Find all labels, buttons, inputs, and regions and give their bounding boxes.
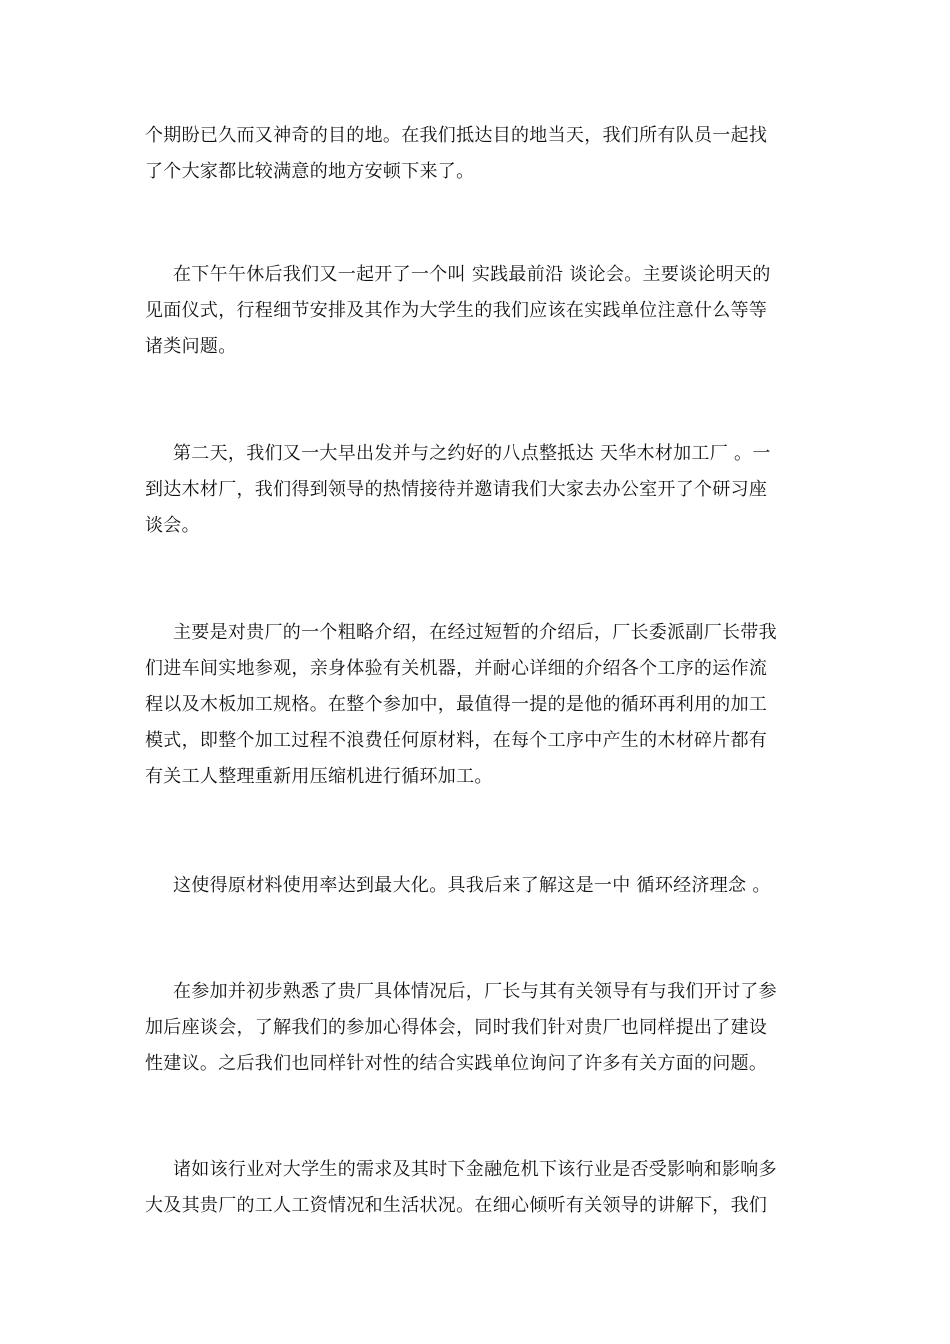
text-line: 性建议。之后我们也同样针对性的结合实践单位询问了许多有关方面的问题。 [145,1053,768,1074]
text-line: 了个大家都比较满意的地方安顿下来了。 [145,161,475,182]
text-line: 诸类问题。 [145,336,237,357]
text-line: 加后座谈会，了解我们的参加心得体会，同时我们针对贵厂也同样提出了建设 [145,1017,768,1038]
paragraph-2 [145,257,810,365]
text-line: 主要是对贵厂的一个粗略介绍，在经过短暂的介绍后，厂长委派副厂长带我 [173,622,777,643]
text-line: 在下午午休后我们又一起开了一个叫 实践最前沿 谈论会。主要谈论明天的 [173,264,771,285]
text-line: 到达木材厂，我们得到领导的热情接待并邀请我们大家去办公室开了个研习座 [145,479,768,500]
paragraph-3 [145,436,810,544]
paragraph-4 [145,615,810,795]
text-line: 这使得原材料使用率达到最大化。具我后来了解这是一中 循环经济理念 。 [173,875,771,896]
text-line: 大及其贵厂的工人工资情况和生活状况。在细心倾听有关领导的讲解下，我们 [145,1195,768,1216]
text-line: 程以及木板加工规格。在整个参加中，最值得一提的是他的循环再利用的加工 [145,694,768,715]
text-line: 第二天，我们又一大早出发并与之约好的八点整抵达 天华木材加工厂 。一 [173,443,771,464]
text-line: 谈会。 [145,515,200,536]
paragraph-5 [145,868,810,904]
paragraph-6 [145,974,810,1082]
text-line: 在参加并初步熟悉了贵厂具体情况后，厂长与其有关领导有与我们开讨了参 [173,981,777,1002]
text-line: 诸如该行业对大学生的需求及其时下金融危机下该行业是否受影响和影响多 [173,1159,777,1180]
text-line: 有关工人整理重新用压缩机进行循环加工。 [145,766,493,787]
paragraph-7 [145,1152,810,1224]
text-line: 们进车间实地参观，亲身体验有关机器，并耐心详细的介绍各个工序的运作流 [145,658,768,679]
text-line: 个期盼已久而又神奇的目的地。在我们抵达目的地当天，我们所有队员一起找 [145,125,768,146]
text-line: 见面仪式，行程细节安排及其作为大学生的我们应该在实践单位注意什么等等 [145,300,768,321]
paragraph-1 [145,118,810,190]
text-line: 模式，即整个加工过程不浪费任何原材料，在每个工序中产生的木材碎片都有 [145,730,768,751]
